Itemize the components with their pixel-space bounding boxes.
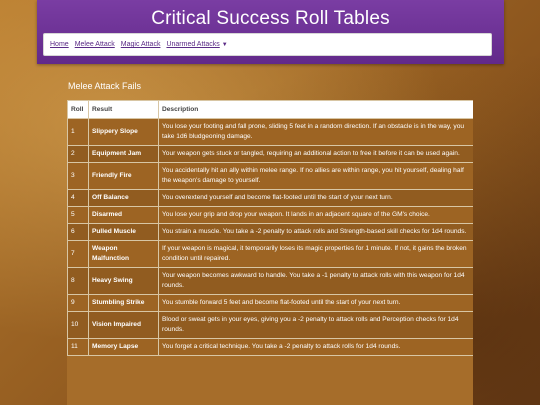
description-cell: You overextend yourself and become flat-footed until the start of your next turn. [159, 190, 474, 207]
result-cell: Off Balance [89, 190, 159, 207]
result-cell: Equipment Jam [89, 146, 159, 163]
roll-cell: 8 [68, 268, 89, 295]
description-cell: You strain a muscle. You take a -2 penalty to attack rolls and Strength-based skill checks for 1d4 rounds. [159, 224, 474, 241]
result-cell: Vision Impaired [89, 312, 159, 339]
description-cell: You stumble forward 5 feet and become flat-footed until the start of your next turn. [159, 295, 474, 312]
roll-cell: 4 [68, 190, 89, 207]
table-row [68, 119, 474, 146]
result-cell: Stumbling Strike [89, 295, 159, 312]
result-cell: Pulled Muscle [89, 224, 159, 241]
result-cell: Disarmed [89, 207, 159, 224]
table-row [68, 312, 474, 339]
roll-cell: 7 [68, 241, 89, 268]
table-row [68, 295, 474, 312]
description-cell: You lose your footing and fall prone, sliding 5 feet in a random direction. If an obstacle is in the way, you take 1d6 bludgeoning damage. [159, 119, 474, 146]
description-cell: You lose your grip and drop your weapon. It lands in an adjacent square of the GM's choice. [159, 207, 474, 224]
nav-melee-attack-link[interactable]: Melee Attack [74, 41, 115, 48]
description-cell: Your weapon becomes awkward to handle. You take a -1 penalty to attack rolls with this weapon for 1d4 rounds. [159, 268, 474, 295]
roll-cell: 3 [68, 163, 89, 190]
table-row [68, 163, 474, 190]
table-row [68, 268, 474, 295]
nav-home-link[interactable]: Home [50, 41, 69, 48]
result-cell: Weapon Malfunction [89, 241, 159, 268]
roll-cell: 11 [68, 339, 89, 356]
table-header-row [68, 101, 474, 119]
roll-cell: 1 [68, 119, 89, 146]
table-row [68, 339, 474, 356]
table-row [68, 241, 474, 268]
caret-down-icon: ▼ [221, 42, 228, 48]
description-cell: Your weapon gets stuck or tangled, requiring an additional action to free it before it can be used again. [159, 146, 474, 163]
description-cell: If your weapon is magical, it temporarily loses its magic properties for 1 minute. If not, it gains the broken condition until repaired. [159, 241, 474, 268]
roll-cell: 5 [68, 207, 89, 224]
description-cell: You forget a critical technique. You take a -2 penalty to attack rolls for 1d4 rounds. [159, 339, 474, 356]
table-row [68, 146, 474, 163]
nav-unarmed-attacks-dropdown[interactable] [166, 41, 227, 48]
roll-cell: 2 [68, 146, 89, 163]
result-cell: Memory Lapse [89, 339, 159, 356]
description-cell: You accidentally hit an ally within melee range. If no allies are within range, you hit yourself, dealing half the weapon's damage to yourself. [159, 163, 474, 190]
result-cell: Slippery Slope [89, 119, 159, 146]
roll-cell: 6 [68, 224, 89, 241]
table-row [68, 224, 474, 241]
roll-table [67, 100, 473, 356]
column-header-result: Result [89, 101, 159, 119]
nav-unarmed-attacks-label: Unarmed Attacks [166, 41, 220, 48]
navbar [43, 33, 492, 56]
result-cell: Heavy Swing [89, 268, 159, 295]
roll-cell: 9 [68, 295, 89, 312]
nav-magic-attack-link[interactable]: Magic Attack [120, 41, 161, 48]
roll-table-container [67, 100, 473, 405]
description-cell: Blood or sweat gets in your eyes, giving you a -2 penalty to attack rolls and Perception checks for 1d4 rounds. [159, 312, 474, 339]
page-title: Critical Success Roll Tables [151, 8, 390, 29]
page-header [37, 0, 504, 64]
table-heading: Melee Attack Fails [68, 81, 142, 91]
result-cell: Friendly Fire [89, 163, 159, 190]
column-header-description: Description [159, 101, 474, 119]
roll-cell: 10 [68, 312, 89, 339]
table-row [68, 190, 474, 207]
table-row [68, 207, 474, 224]
column-header-roll: Roll [68, 101, 89, 119]
